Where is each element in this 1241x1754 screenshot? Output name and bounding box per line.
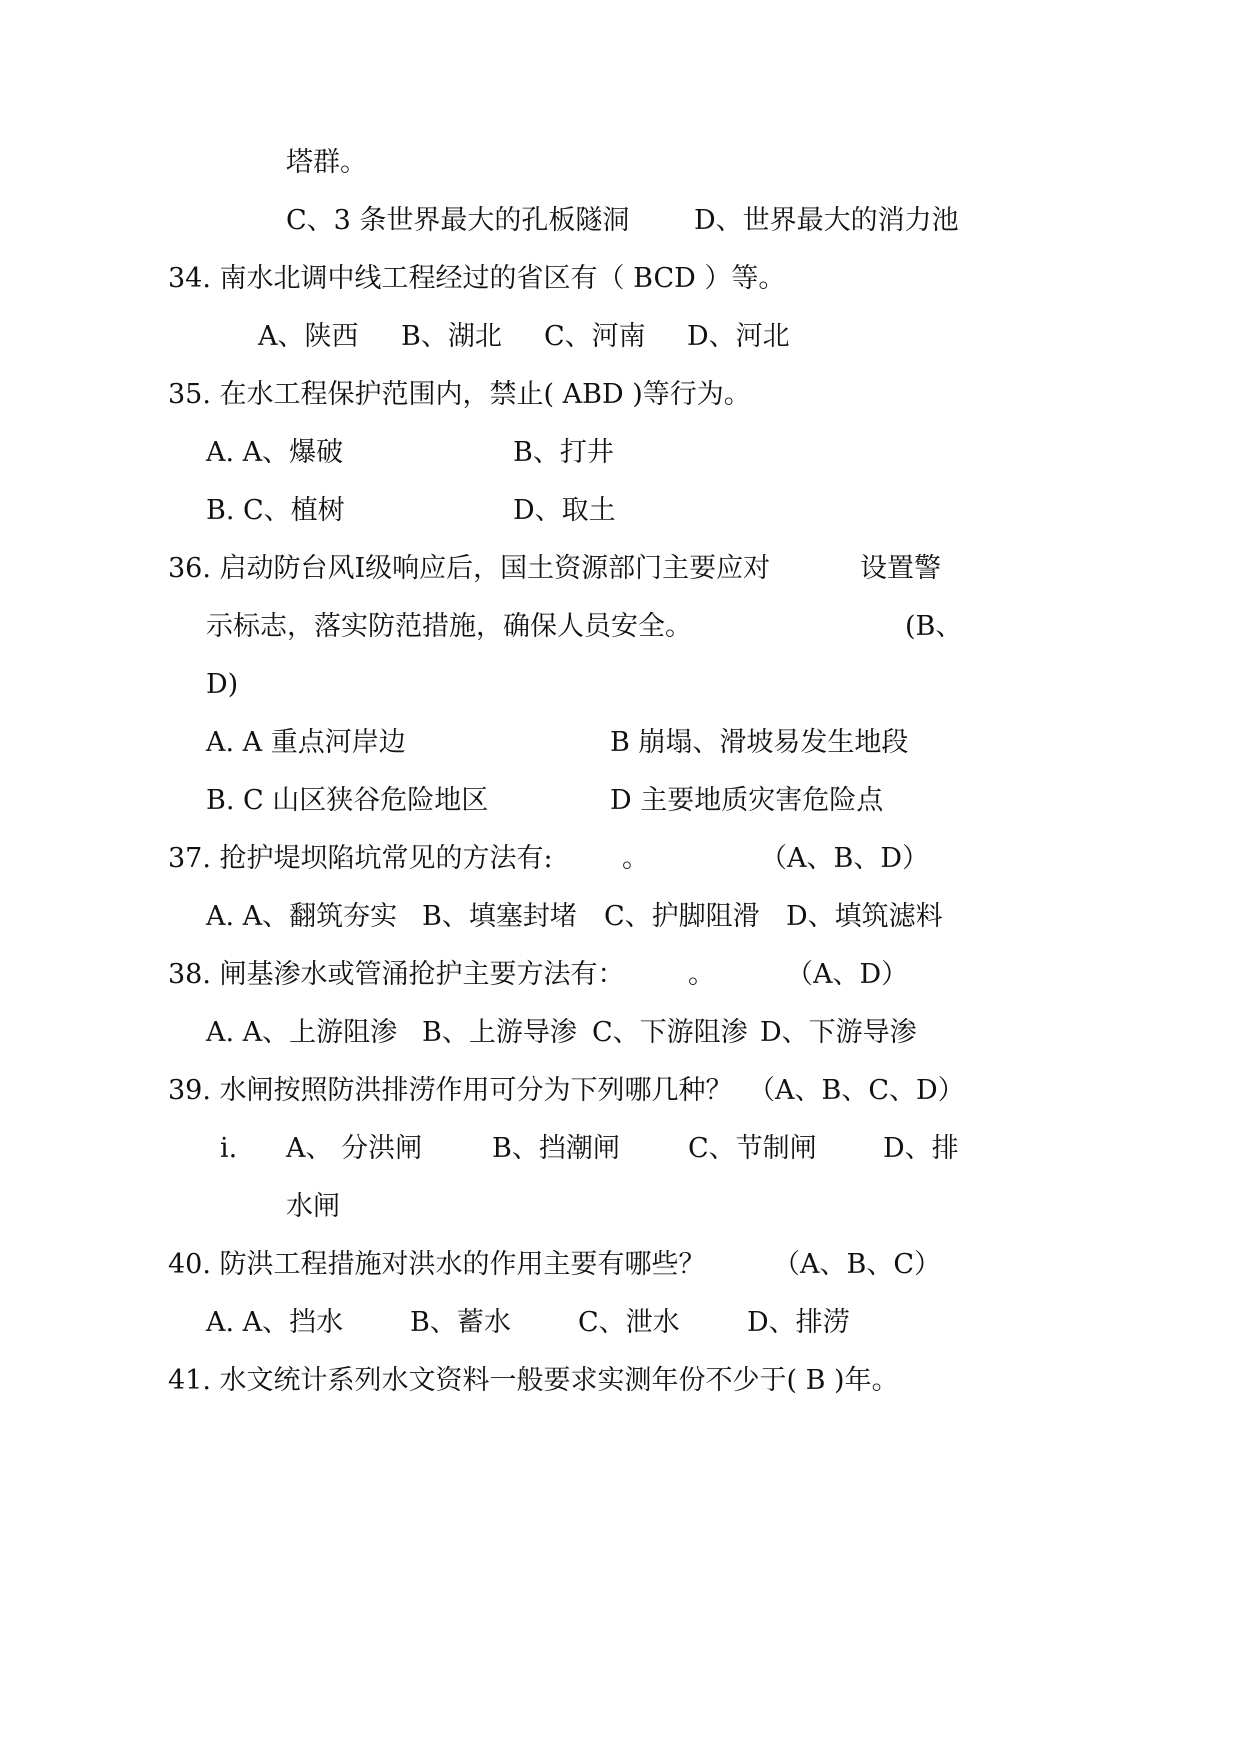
q39-list-marker: i. xyxy=(220,1133,238,1164)
q33-option-c: C、3 条世界最大的孔板隧洞 xyxy=(286,205,630,236)
q40-option-c: C、泄水 xyxy=(578,1307,680,1338)
q39-option-a: A、 分洪闸 xyxy=(286,1133,423,1164)
q36-stem-line1-end: 设置警 xyxy=(860,553,941,584)
q37-answer: （A、B、D） xyxy=(760,843,929,874)
q33-line-cont: 塔群。 xyxy=(286,147,367,178)
q40-option-a: A. A、挡水 xyxy=(206,1307,344,1338)
q35-option-a: A. A、爆破 xyxy=(206,437,344,468)
q37-option-b: B、填塞封堵 xyxy=(422,901,577,932)
q35-option-c: B. C、植树 xyxy=(206,495,345,526)
q36-stem-line1: 36. 启动防台风Ⅰ级响应后，国土资源部门主要应对 xyxy=(168,553,771,584)
q34-option-d: D、河北 xyxy=(687,321,790,352)
q39-option-c: C、节制闸 xyxy=(688,1133,817,1164)
q39-option-b: B、挡潮闸 xyxy=(492,1133,620,1164)
q35-stem: 35. 在水工程保护范围内，禁止( ABD )等行为。 xyxy=(168,379,751,410)
q35-option-b: B、打井 xyxy=(513,437,614,468)
q33-option-d: D、世界最大的消力池 xyxy=(694,205,959,236)
q34-option-b: B、湖北 xyxy=(401,321,502,352)
q38-option-a: A. A、上游阻渗 xyxy=(206,1017,398,1048)
q36-option-c: B. C 山区狭谷危险地区 xyxy=(206,785,489,816)
q39-answer: （A、B、C、D） xyxy=(748,1075,965,1106)
q38-option-b: B、上游导渗 xyxy=(422,1017,577,1048)
q36-option-a: A. A 重点河岸边 xyxy=(206,727,406,758)
q35-option-d: D、取土 xyxy=(513,495,616,526)
q36-answer-part2: D) xyxy=(206,669,239,700)
q38-blank-period: 。 xyxy=(688,959,715,990)
q36-stem-line2: 示标志，落实防范措施，确保人员安全。 xyxy=(206,611,692,642)
q34-option-a: A、陕西 xyxy=(258,321,359,352)
q37-blank-period: 。 xyxy=(622,843,649,874)
q37-option-a: A. A、翻筑夯实 xyxy=(206,901,398,932)
q39-option-d-cont: 水闸 xyxy=(286,1191,340,1222)
q38-option-c: C、下游阻渗 xyxy=(592,1017,748,1048)
q36-option-b: B 崩塌、滑坡易发生地段 xyxy=(610,727,909,758)
q40-option-d: D、排涝 xyxy=(747,1307,850,1338)
q37-option-d: D、填筑滤料 xyxy=(786,901,943,932)
q38-stem: 38. 闸基渗水或管涌抢护主要方法有： xyxy=(168,959,625,990)
q37-option-c: C、护脚阻滑 xyxy=(604,901,760,932)
q34-stem: 34. 南水北调中线工程经过的省区有（ BCD ）等。 xyxy=(168,263,786,294)
q39-stem: 39. 水闸按照防洪排涝作用可分为下列哪几种？ xyxy=(168,1075,733,1106)
q37-stem: 37. 抢护堤坝陷坑常见的方法有: xyxy=(168,843,553,874)
q34-option-c: C、河南 xyxy=(544,321,646,352)
q36-option-d: D 主要地质灾害危险点 xyxy=(610,785,884,816)
q39-option-d: D、排 xyxy=(883,1133,959,1164)
q40-stem: 40. 防洪工程措施对洪水的作用主要有哪些？ xyxy=(168,1249,706,1280)
q41-stem: 41. 水文统计系列水文资料一般要求实测年份不少于( B )年。 xyxy=(168,1365,899,1396)
q38-option-d: D、下游导渗 xyxy=(760,1017,917,1048)
q40-answer: （A、B、C） xyxy=(773,1249,941,1280)
q36-answer-part1: (B、 xyxy=(905,611,963,642)
q40-option-b: B、蓄水 xyxy=(410,1307,511,1338)
q38-answer: （A、D） xyxy=(786,959,909,990)
